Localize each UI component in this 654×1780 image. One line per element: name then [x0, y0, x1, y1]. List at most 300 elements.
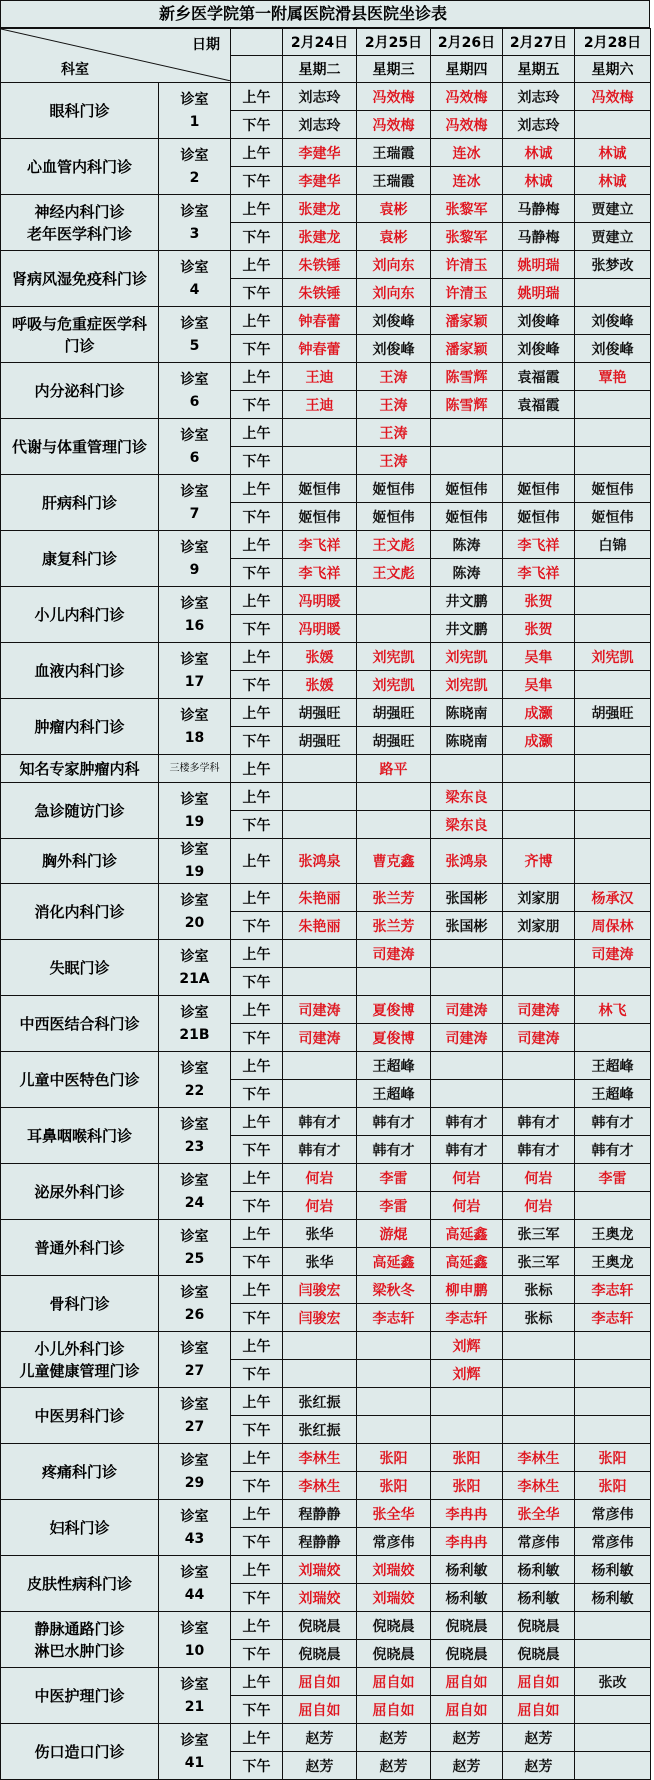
doctor-cell: 高延鑫: [431, 1220, 503, 1248]
department-name: 妇科门诊: [1, 1500, 159, 1556]
doctor-cell: 钟春蕾: [283, 307, 357, 335]
doctor-cell: [575, 755, 651, 783]
doctor-cell: 倪晓晨: [283, 1612, 357, 1640]
doctor-cell: 刘宪凯: [357, 671, 431, 699]
doctor-cell: 朱铁锤: [283, 279, 357, 307]
doctor-cell: [575, 559, 651, 587]
doctor-cell: 韩有才: [283, 1136, 357, 1164]
doctor-cell: 李林生: [503, 1444, 575, 1472]
doctor-cell: 韩有才: [575, 1108, 651, 1136]
schedule-row: [1, 996, 651, 1024]
doctor-cell: 梁东良: [431, 783, 503, 811]
room-number: 诊室 18: [159, 699, 231, 755]
room-number: 诊室 24: [159, 1164, 231, 1220]
doctor-cell: 陈晓南: [431, 727, 503, 755]
doctor-cell: 林飞: [575, 996, 651, 1024]
doctor-cell: [431, 419, 503, 447]
doctor-cell: [575, 1696, 651, 1724]
doctor-cell: 韩有才: [503, 1136, 575, 1164]
doctor-cell: 张阳: [431, 1444, 503, 1472]
room-number: 三楼多学科: [159, 755, 231, 783]
doctor-cell: 张改: [575, 1668, 651, 1696]
doctor-cell: 张贺: [503, 615, 575, 643]
doctor-cell: 闫骏宏: [283, 1304, 357, 1332]
department-name: 失眠门诊: [1, 940, 159, 996]
session-label: 下午: [231, 727, 283, 755]
session-label: 下午: [231, 223, 283, 251]
doctor-cell: 韩有才: [503, 1108, 575, 1136]
doctor-cell: 杨利敏: [503, 1584, 575, 1612]
weekday-header-cell: 星期三: [357, 56, 431, 83]
doctor-cell: 刘宪凯: [357, 643, 431, 671]
doctor-cell: [357, 968, 431, 996]
department-name: 伤口造口门诊: [1, 1724, 159, 1780]
session-label: 上午: [231, 1556, 283, 1584]
doctor-cell: 胡强旺: [357, 699, 431, 727]
doctor-cell: 林诚: [503, 167, 575, 195]
doctor-cell: 李志轩: [575, 1304, 651, 1332]
schedule-row: [1, 587, 651, 615]
department-name: 中医护理门诊: [1, 1668, 159, 1724]
session-label: 下午: [231, 1024, 283, 1052]
session-label: 上午: [231, 1612, 283, 1640]
room-number: 诊室 23: [159, 1108, 231, 1164]
doctor-cell: 冯效梅: [431, 111, 503, 139]
schedule-table: [0, 28, 651, 1780]
doctor-cell: 姬恒伟: [283, 503, 357, 531]
doctor-cell: 张标: [503, 1276, 575, 1304]
department-name: 小儿外科门诊 儿童健康管理门诊: [1, 1332, 159, 1388]
session-label: 上午: [231, 699, 283, 727]
doctor-cell: 路平: [357, 755, 431, 783]
session-label: 下午: [231, 1528, 283, 1556]
doctor-cell: [431, 1052, 503, 1080]
room-number: 诊室 3: [159, 195, 231, 251]
doctor-cell: 吴隼: [503, 671, 575, 699]
doctor-cell: [575, 968, 651, 996]
session-label: 下午: [231, 1080, 283, 1108]
schedule-row: [1, 940, 651, 968]
schedule-row: [1, 755, 651, 783]
room-number: 诊室 21A: [159, 940, 231, 996]
doctor-cell: 程静静: [283, 1528, 357, 1556]
session-label: 上午: [231, 1276, 283, 1304]
doctor-cell: 刘俊峰: [503, 307, 575, 335]
doctor-cell: 刘俊峰: [357, 335, 431, 363]
room-number: 诊室 27: [159, 1332, 231, 1388]
doctor-cell: 倪晓晨: [357, 1640, 431, 1668]
doctor-cell: 何岩: [283, 1164, 357, 1192]
doctor-cell: 张建龙: [283, 223, 357, 251]
doctor-cell: [357, 811, 431, 839]
doctor-cell: 张标: [503, 1304, 575, 1332]
weekday-header-cell: 星期二: [283, 56, 357, 83]
session-label: 上午: [231, 475, 283, 503]
doctor-cell: [357, 1332, 431, 1360]
doctor-cell: [431, 968, 503, 996]
department-name: 眼科门诊: [1, 83, 159, 139]
doctor-cell: [503, 1080, 575, 1108]
doctor-cell: 倪晓晨: [503, 1640, 575, 1668]
room-number: 诊室 1: [159, 83, 231, 139]
doctor-cell: 张阳: [357, 1472, 431, 1500]
doctor-cell: 李飞祥: [283, 559, 357, 587]
department-name: 呼吸与危重症医学科 门诊: [1, 307, 159, 363]
department-name: 肝病科门诊: [1, 475, 159, 531]
doctor-cell: 倪晓晨: [503, 1612, 575, 1640]
doctor-cell: [575, 1752, 651, 1780]
doctor-cell: 王文彪: [357, 531, 431, 559]
doctor-cell: 常彦伟: [357, 1528, 431, 1556]
doctor-cell: 连冰: [431, 167, 503, 195]
session-label: 上午: [231, 139, 283, 167]
doctor-cell: [503, 1360, 575, 1388]
doctor-cell: 王涛: [357, 419, 431, 447]
doctor-cell: 屈自如: [503, 1696, 575, 1724]
doctor-cell: [575, 615, 651, 643]
session-label: 下午: [231, 1248, 283, 1276]
doctor-cell: [503, 447, 575, 475]
room-number: 诊室 41: [159, 1724, 231, 1780]
doctor-cell: [575, 419, 651, 447]
doctor-cell: 李志轩: [575, 1276, 651, 1304]
department-name: 血液内科门诊: [1, 643, 159, 699]
doctor-cell: 冯明暖: [283, 587, 357, 615]
doctor-cell: [575, 279, 651, 307]
doctor-cell: 程静静: [283, 1500, 357, 1528]
doctor-cell: 周保林: [575, 912, 651, 940]
doctor-cell: 韩有才: [431, 1136, 503, 1164]
date-header-cell: 2月27日: [503, 29, 575, 56]
session-label: 上午: [231, 1668, 283, 1696]
doctor-cell: 韩有才: [283, 1108, 357, 1136]
doctor-cell: 张华: [283, 1248, 357, 1276]
schedule-row: [1, 1164, 651, 1192]
doctor-cell: 柳申鹏: [431, 1276, 503, 1304]
doctor-cell: 王涛: [357, 391, 431, 419]
doctor-cell: 闫骏宏: [283, 1276, 357, 1304]
schedule-row: [1, 884, 651, 912]
doctor-cell: 何岩: [503, 1192, 575, 1220]
doctor-cell: 王超峰: [575, 1052, 651, 1080]
session-label: 上午: [231, 251, 283, 279]
department-name: 小儿内科门诊: [1, 587, 159, 643]
doctor-cell: [357, 1388, 431, 1416]
session-label: 上午: [231, 195, 283, 223]
doctor-cell: 张红振: [283, 1388, 357, 1416]
schedule-row: [1, 83, 651, 111]
session-label: 上午: [231, 1500, 283, 1528]
doctor-cell: 刘俊峰: [575, 307, 651, 335]
doctor-cell: 屈自如: [431, 1668, 503, 1696]
doctor-cell: 司建涛: [575, 940, 651, 968]
doctor-cell: [575, 1612, 651, 1640]
doctor-cell: 刘家朋: [503, 912, 575, 940]
schedule-body: [1, 29, 651, 1780]
doctor-cell: 胡强旺: [283, 699, 357, 727]
doctor-cell: [575, 783, 651, 811]
doctor-cell: 倪晓晨: [431, 1640, 503, 1668]
doctor-cell: [575, 1192, 651, 1220]
doctor-cell: 刘家朋: [503, 884, 575, 912]
department-name: 内分泌科门诊: [1, 363, 159, 419]
room-number: 诊室 16: [159, 587, 231, 643]
session-label: 上午: [231, 783, 283, 811]
room-number: 诊室 22: [159, 1052, 231, 1108]
doctor-cell: 李雷: [357, 1192, 431, 1220]
schedule-row: [1, 1500, 651, 1528]
doctor-cell: 杨利敏: [575, 1584, 651, 1612]
room-number: 诊室 26: [159, 1276, 231, 1332]
schedule-row: [1, 839, 651, 884]
doctor-cell: 张媛: [283, 643, 357, 671]
department-name: 胸外科门诊: [1, 839, 159, 884]
department-name: 中医男科门诊: [1, 1388, 159, 1444]
doctor-cell: [575, 1724, 651, 1752]
doctor-cell: 王超峰: [357, 1080, 431, 1108]
doctor-cell: [575, 671, 651, 699]
doctor-cell: 姬恒伟: [357, 503, 431, 531]
doctor-cell: 王超峰: [575, 1080, 651, 1108]
department-name: 儿童中医特色门诊: [1, 1052, 159, 1108]
doctor-cell: 司建涛: [431, 1024, 503, 1052]
doctor-cell: 刘向东: [357, 251, 431, 279]
doctor-cell: 张阳: [357, 1444, 431, 1472]
doctor-cell: 李建华: [283, 167, 357, 195]
doctor-cell: 成灏: [503, 727, 575, 755]
doctor-cell: 赵芳: [357, 1752, 431, 1780]
doctor-cell: 张鸿泉: [283, 839, 357, 884]
doctor-cell: 杨利敏: [503, 1556, 575, 1584]
doctor-cell: 常彦伟: [503, 1528, 575, 1556]
doctor-cell: 何岩: [431, 1164, 503, 1192]
session-label: 上午: [231, 1332, 283, 1360]
department-name: 心血管内科门诊: [1, 139, 159, 195]
schedule-row: [1, 195, 651, 223]
weekday-header-cell: 星期五: [503, 56, 575, 83]
doctor-cell: 姬恒伟: [503, 503, 575, 531]
room-number: 诊室 19: [159, 783, 231, 839]
doctor-cell: 姬恒伟: [283, 475, 357, 503]
doctor-cell: 常彦伟: [575, 1500, 651, 1528]
doctor-cell: 潘家颖: [431, 335, 503, 363]
doctor-cell: 游焜: [357, 1220, 431, 1248]
doctor-cell: 陈雪辉: [431, 363, 503, 391]
doctor-cell: 姚明瑞: [503, 279, 575, 307]
doctor-cell: 倪晓晨: [283, 1640, 357, 1668]
schedule-row: [1, 1556, 651, 1584]
date-header-label: 日期: [192, 37, 220, 53]
session-label: 上午: [231, 419, 283, 447]
schedule-row: [1, 531, 651, 559]
schedule-row: [1, 1668, 651, 1696]
schedule-row: [1, 699, 651, 727]
doctor-cell: [575, 727, 651, 755]
dept-header-label: 科室: [61, 62, 89, 78]
doctor-cell: 袁福霞: [503, 391, 575, 419]
session-label: 下午: [231, 811, 283, 839]
doctor-cell: 冯效梅: [575, 83, 651, 111]
session-label: 下午: [231, 391, 283, 419]
session-label: 下午: [231, 1696, 283, 1724]
session-label: 下午: [231, 1640, 283, 1668]
doctor-cell: 刘志玲: [503, 83, 575, 111]
room-number: 诊室 17: [159, 643, 231, 699]
doctor-cell: 王迪: [283, 363, 357, 391]
session-label: 上午: [231, 307, 283, 335]
doctor-cell: 张阳: [575, 1472, 651, 1500]
doctor-cell: [575, 1332, 651, 1360]
department-name: 普通外科门诊: [1, 1220, 159, 1276]
doctor-cell: 张国彬: [431, 912, 503, 940]
department-name: 泌尿外科门诊: [1, 1164, 159, 1220]
doctor-cell: 马静梅: [503, 195, 575, 223]
doctor-cell: [283, 755, 357, 783]
doctor-cell: 杨承汉: [575, 884, 651, 912]
doctor-cell: 司建涛: [283, 1024, 357, 1052]
doctor-cell: 张黎军: [431, 195, 503, 223]
doctor-cell: [283, 1332, 357, 1360]
session-label: 下午: [231, 447, 283, 475]
doctor-cell: 刘志玲: [283, 83, 357, 111]
doctor-cell: 王奥龙: [575, 1248, 651, 1276]
doctor-cell: 冯效梅: [431, 83, 503, 111]
doctor-cell: 王文彪: [357, 559, 431, 587]
doctor-cell: 齐博: [503, 839, 575, 884]
department-name: 代谢与体重管理门诊: [1, 419, 159, 475]
doctor-cell: [283, 811, 357, 839]
room-number: 诊室 27: [159, 1388, 231, 1444]
doctor-cell: 刘宪凯: [431, 671, 503, 699]
schedule-row: [1, 1444, 651, 1472]
doctor-cell: 袁彬: [357, 195, 431, 223]
room-number: 诊室 43: [159, 1500, 231, 1556]
room-number: 诊室 21: [159, 1668, 231, 1724]
doctor-cell: [431, 1080, 503, 1108]
doctor-cell: [503, 1388, 575, 1416]
doctor-cell: [431, 755, 503, 783]
room-number: 诊室 20: [159, 884, 231, 940]
doctor-cell: 王瑞霞: [357, 167, 431, 195]
doctor-cell: 刘瑞姣: [357, 1584, 431, 1612]
doctor-cell: 何岩: [431, 1192, 503, 1220]
doctor-cell: 张梦改: [575, 251, 651, 279]
doctor-cell: 李志轩: [357, 1304, 431, 1332]
doctor-cell: [357, 615, 431, 643]
session-label: 上午: [231, 83, 283, 111]
department-name: 急诊随访门诊: [1, 783, 159, 839]
doctor-cell: 刘俊峰: [357, 307, 431, 335]
department-name: 肾病风湿免疫科门诊: [1, 251, 159, 307]
doctor-cell: 张红振: [283, 1416, 357, 1444]
doctor-cell: 屈自如: [431, 1696, 503, 1724]
doctor-cell: [575, 1024, 651, 1052]
doctor-cell: [575, 587, 651, 615]
doctor-cell: 朱艳丽: [283, 912, 357, 940]
doctor-cell: [283, 783, 357, 811]
doctor-cell: [503, 811, 575, 839]
department-name: 疼痛科门诊: [1, 1444, 159, 1500]
schedule-row: [1, 643, 651, 671]
header-row-dates: [1, 29, 651, 56]
doctor-cell: 姬恒伟: [431, 503, 503, 531]
doctor-cell: [575, 811, 651, 839]
date-header-cell: 2月24日: [283, 29, 357, 56]
doctor-cell: 司建涛: [503, 996, 575, 1024]
date-header-cell: 2月28日: [575, 29, 651, 56]
header-corner: [1, 29, 231, 83]
doctor-cell: 林诚: [503, 139, 575, 167]
session-label: 上午: [231, 1388, 283, 1416]
doctor-cell: 林诚: [575, 167, 651, 195]
doctor-cell: 屈自如: [357, 1668, 431, 1696]
doctor-cell: 陈雪辉: [431, 391, 503, 419]
doctor-cell: 张阳: [431, 1472, 503, 1500]
doctor-cell: 胡强旺: [575, 699, 651, 727]
department-name: 骨科门诊: [1, 1276, 159, 1332]
doctor-cell: 王超峰: [357, 1052, 431, 1080]
doctor-cell: 高延鑫: [357, 1248, 431, 1276]
doctor-cell: 李林生: [283, 1444, 357, 1472]
schedule-row: [1, 1612, 651, 1640]
doctor-cell: 张鸿泉: [431, 839, 503, 884]
schedule-row: [1, 1724, 651, 1752]
doctor-cell: 何岩: [503, 1164, 575, 1192]
doctor-cell: 林诚: [575, 139, 651, 167]
doctor-cell: 杨利敏: [431, 1556, 503, 1584]
doctor-cell: 王涛: [357, 447, 431, 475]
session-label: 下午: [231, 167, 283, 195]
session-label: 下午: [231, 1752, 283, 1780]
department-name: 消化内科门诊: [1, 884, 159, 940]
doctor-cell: 李雷: [357, 1164, 431, 1192]
doctor-cell: 马静梅: [503, 223, 575, 251]
doctor-cell: [431, 940, 503, 968]
doctor-cell: [503, 1332, 575, 1360]
doctor-cell: 屈自如: [283, 1668, 357, 1696]
session-label: 下午: [231, 1416, 283, 1444]
doctor-cell: 朱艳丽: [283, 884, 357, 912]
doctor-cell: 覃艳: [575, 363, 651, 391]
doctor-cell: [431, 1388, 503, 1416]
doctor-cell: [283, 1080, 357, 1108]
schedule-row: [1, 1220, 651, 1248]
doctor-cell: 刘俊峰: [575, 335, 651, 363]
doctor-cell: 司建涛: [503, 1024, 575, 1052]
doctor-cell: [503, 783, 575, 811]
blank-header-cell: [231, 56, 283, 83]
session-label: 上午: [231, 1220, 283, 1248]
doctor-cell: 常彦伟: [575, 1528, 651, 1556]
doctor-cell: [575, 111, 651, 139]
session-label: 上午: [231, 1052, 283, 1080]
doctor-cell: 李志轩: [431, 1304, 503, 1332]
doctor-cell: 刘宪凯: [431, 643, 503, 671]
doctor-cell: 姬恒伟: [575, 503, 651, 531]
doctor-cell: 刘瑞姣: [283, 1584, 357, 1612]
doctor-cell: 赵芳: [283, 1724, 357, 1752]
blank-header-cell: [231, 29, 283, 56]
doctor-cell: 张媛: [283, 671, 357, 699]
doctor-cell: 刘辉: [431, 1332, 503, 1360]
doctor-cell: 张黎军: [431, 223, 503, 251]
doctor-cell: 成灏: [503, 699, 575, 727]
room-number: 诊室 44: [159, 1556, 231, 1612]
session-label: 上午: [231, 1108, 283, 1136]
doctor-cell: [503, 1416, 575, 1444]
doctor-cell: [283, 968, 357, 996]
session-label: 下午: [231, 1304, 283, 1332]
